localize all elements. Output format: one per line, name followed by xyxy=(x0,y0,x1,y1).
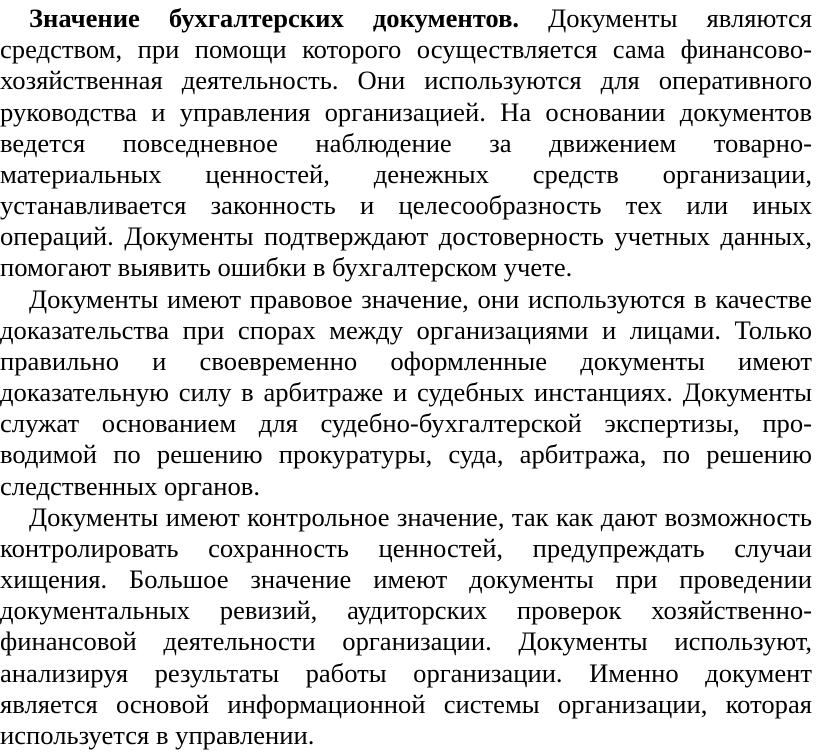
paragraph-2-line-5: служат основанием для судебно-бухгалтерской экспертизы, про- xyxy=(0,408,812,439)
paragraph-2-line-1: Документы имеют правовое значение, они используются в качестве xyxy=(29,283,812,314)
paragraph-3-line-3: хищения. Большое значение имеют документы при проведении xyxy=(0,564,812,595)
paragraph-1-line-7: устанавливается законность и целесообразность тех или иных xyxy=(0,190,812,221)
paragraph-1-line-8: операций. Документы подтверждают достоверность учетных данных, xyxy=(0,221,812,252)
paragraph-1-line-5: ведется повседневное наблюдение за движением товарно- xyxy=(0,127,812,158)
paragraph-2-line-2: доказательства при спорах между организациями и лицами. Только xyxy=(0,314,812,345)
paragraph-1-line-6: материальных ценностей, денежных средств организации, xyxy=(0,158,812,189)
paragraph-1-line-9: помогают выявить ошибки в бухгалтерском учете. xyxy=(0,252,573,283)
line-text: Документы являются xyxy=(519,3,812,33)
paragraph-3-line-8: используется в управлении. xyxy=(0,720,315,750)
section-heading: Значение бухгалтерских документов. xyxy=(29,3,520,33)
paragraph-3-line-2: контролировать сохранность ценностей, предупреждать случаи xyxy=(0,532,812,563)
paragraph-3-line-6: анализируя результаты работы организации. Именно документ xyxy=(0,657,812,688)
paragraph-3-line-1: Документы имеют контрольное значение, так как дают возможность xyxy=(29,501,812,532)
paragraph-2-line-7: следственных органов. xyxy=(0,470,261,501)
paragraph-1-line-3: хозяйственная деятельность. Они используются для оперативного xyxy=(0,65,812,96)
paragraph-1-line-4: руководства и управления организацией. На основании документов xyxy=(0,96,812,127)
paragraph-2-line-4: доказательную силу в арбитраже и судебных инстанциях. Документы xyxy=(0,377,812,408)
paragraph-1-line-2: средством, при помощи которого осуществляется сама финансово- xyxy=(0,34,812,65)
paragraph-3-line-7: является основой информационной системы организации, которая xyxy=(0,688,812,719)
paragraph-2-line-6: водимой по решению прокуратуры, суда, арбитража, по решению xyxy=(0,439,812,470)
paragraph-2-line-3: правильно и своевременно оформленные документы имеют xyxy=(0,345,812,376)
paragraph-3-line-4: документальных ревизий, аудиторских проверок хозяйственно- xyxy=(0,595,812,626)
paragraph-3-line-5: финансовой деятельности организации. Документы используют, xyxy=(0,626,812,657)
